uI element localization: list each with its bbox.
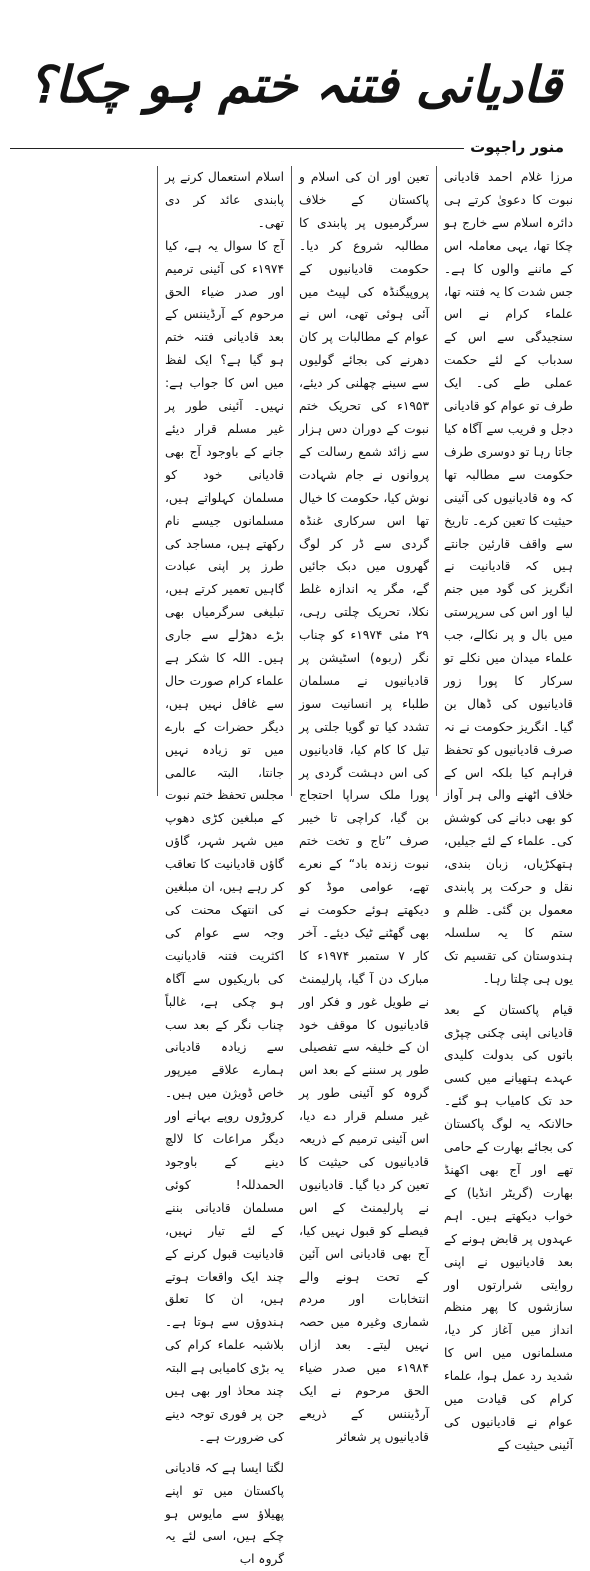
article-column-2 [291,166,437,1444]
paragraph-gap [165,1449,284,1457]
column-paragraph: مرزا غلام احمد قادیانی نبوت کا دعویٰ کرتے ہی دائرہ اسلام سے خارج ہو چکا تھا، یہی معاملہ اس کے ماننے والوں کا ہے۔ جس شدت کا یہ فتنہ تھا، علماء کرام نے اس سنجیدگی سے اس کے سدباب کے لئے حکمت عملی طے کی۔ ایک طرف تو عوام کو قادیانی دجل و فریب سے آگاہ کیا جاتا رہا تو دوسری طرف حکومت سے مطالبہ تھا کہ وہ قادیانیوں کی آئینی حیثیت کا تعین کرے۔ تاریخ سے واقف قارئین جانتے ہیں کہ قادیانیت نے انگریز کی گود میں جنم لیا اور اس کی سرپرستی میں بال و پر نکالے، جب علماء میدان میں نکلے تو سرکار کا پورا زور قادیانیوں کی ڈھال بن گیا۔ انگریز حکومت نے نہ صرف قادیانیوں کو تحفظ فراہم کیا بلکہ اس کے خلاف اٹھنے والی ہر آواز کو بھی دبانے کی کوشش کی۔ علماء کے لئے جیلیں، ہتھکڑیاں، زبان بندی، نقل و حرکت پر پابندی معمول بن گئی۔ ظلم و ستم کا یہ سلسلہ ہندوستان کی تقسیم تک یوں ہی چلتا رہا۔ [444,170,573,986]
headline: قادیانی فتنہ ختم ہو چکا؟ [28,56,562,114]
column-paragraph: اسلام استعمال کرنے پر پابندی عائد کر دی تھی۔ [165,170,284,230]
article-column-4 [10,166,157,796]
article-column-3 [157,166,291,1567]
column-paragraph: آج کا سوال یہ ہے، کیا ۱۹۷۴ء کی آئینی ترمیم اور صدر ضیاء الحق مرحوم کے آرڈیننس کے بعد قادیانی فتنہ ختم ہو گیا ہے؟ ایک لفظ میں اس کا جواب ہے: نہیں۔ آئینی طور پر غیر مسلم قرار دیئے جانے کے باوجود آج بھی قادیانی خود کو مسلمان کہلواتے ہیں، مسلمانوں جیسے نام رکھتے ہیں، مساجد کی طرز پر اپنی عبادت گاہیں تعمیر کرتے ہیں، تبلیغی سرگرمیاں بھی بڑے دھڑلے سے جاری ہیں۔ اللہ کا شکر ہے علماء کرام صورت حال سے غافل نہیں ہیں، دیگر حضرات کے بارے میں تو زیادہ نہیں جانتا، البتہ عالمی مجلس تحفظ ختم نبوت کے مبلغین کڑی دھوپ میں شہر شہر، گاؤں گاؤں قادیانیت کا تعاقب کر رہے ہیں، ان مبلغین کی انتھک محنت کی وجہ سے عوام کی اکثریت فتنہ قادیانیت کی باریکیوں سے آگاہ ہو چکی ہے، غالباً چناب نگر کے بعد سب سے زیادہ قادیانی ہمارے علاقے میرپور خاص ڈویژن میں ہیں۔ کروڑوں روپے بہانے اور دیگر مراعات کا لالچ دینے کے باوجود الحمدللہ! کوئی مسلمان قادیانی بننے کے لئے تیار نہیں، قادیانیت قبول کرنے کے چند ایک واقعات ہوتے ہیں، ان کا تعلق ہندوؤں سے ہوتا ہے۔ بلاشبہ علماء کرام کی یہ بڑی کامیابی ہے البتہ چند محاذ اور بھی ہیں جن پر فوری توجہ دینے کی ضرورت ہے۔ [165,238,284,1444]
column-paragraph: لگتا ایسا ہے کہ قادیانی پاکستان میں تو اپنے پھیلاؤ سے مایوس ہو چکے ہیں، اسی لئے یہ گروہ اب [165,1460,284,1567]
column-paragraph: قیام پاکستان کے بعد قادیانی اپنی چکنی چپڑی باتوں کی بدولت کلیدی عہدے ہتھیانے میں کسی حد تک کامیاب ہو گئے۔ حالانکہ یہ لوگ پاکستان کی بجائے بھارت کے حامی تھے اور آج بھی اکھنڈ بھارت (گریٹر انڈیا) کے خواب دیکھتے ہیں۔ اہم عہدوں پر قابض ہونے کے بعد قادیانیوں نے اپنی روایتی شرارتوں اور سازشوں کا پھر منظم انداز میں آغاز کر دیا، مسلمانوں میں اس کا شدید رد عمل ہوا، علماء کرام کی قیادت میں عوام نے قادیانیوں کی آئینی حیثیت کے [444,1002,573,1452]
headline-banner [0,40,590,130]
article-column-1 [437,166,580,1452]
article-columns [10,166,580,1567]
byline: منور راجپوت [464,138,570,156]
paragraph-gap [444,991,573,999]
column-paragraph: تعین اور ان کی اسلام و پاکستان کے خلاف سرگرمیوں پر پابندی کا مطالبہ شروع کر دیا۔ حکومت قادیانیوں کے پروپیگنڈہ کی لپیٹ میں آئی ہوئی تھی، اس نے عوام کے مطالبات پر کان دھرنے کی بجائے گولیوں سے سینے چھلنی کر دیئے، ۱۹۵۳ء کی تحریک ختم نبوت کے دوران دس ہزار سے زائد شمع رسالت کے پروانوں نے جام شہادت نوش کیا، حکومت کا خیال تھا اس سرکاری غنڈہ گردی سے ڈر کر لوگ گھروں میں دبک جائیں گے، مگر یہ اندازہ غلط نکلا، تحریک چلتی رہی، ۲۹ مئی ۱۹۷۴ء کو چناب نگر (ربوہ) اسٹیشن پر قادیانیوں نے مسلمان طلباء پر انسانیت سوز تشدد کیا تو گویا جلتی پر تیل کا کام کیا، قادیانیوں کی اس دہشت گردی پر پورا ملک سراپا احتجاج بن گیا، کراچی تا خیبر صرف ”تاج و تخت ختم نبوت زندہ باد“ کے نعرے تھے، عوامی موڈ کو دیکھتے ہوئے حکومت نے بھی گھٹنے ٹیک دیئے۔ آخر کار ۷ ستمبر ۱۹۷۴ء کا مبارک دن آ گیا، پارلیمنٹ نے طویل غور و فکر اور قادیانیوں کا موقف خود ان کے خلیفہ سے تفصیلی طور پر سننے کے بعد اس گروہ کو آئینی طور پر غیر مسلم قرار دے دیا، اس آئینی ترمیم کے ذریعہ قادیانیوں کی حیثیت کا تعین کر دیا گیا۔ قادیانیوں نے پارلیمنٹ کے اس فیصلے کو قبول نہیں کیا، آج بھی قادیانی اس آئین کے تحت ہونے والے انتخابات اور مردم شماری وغیرہ میں حصہ نہیں لیتے۔ بعد ازاں ۱۹۸۴ء میں صدر ضیاء الحق مرحوم نے ایک آرڈیننس کے ذریعے قادیانیوں پر شعائر [299,170,429,1444]
